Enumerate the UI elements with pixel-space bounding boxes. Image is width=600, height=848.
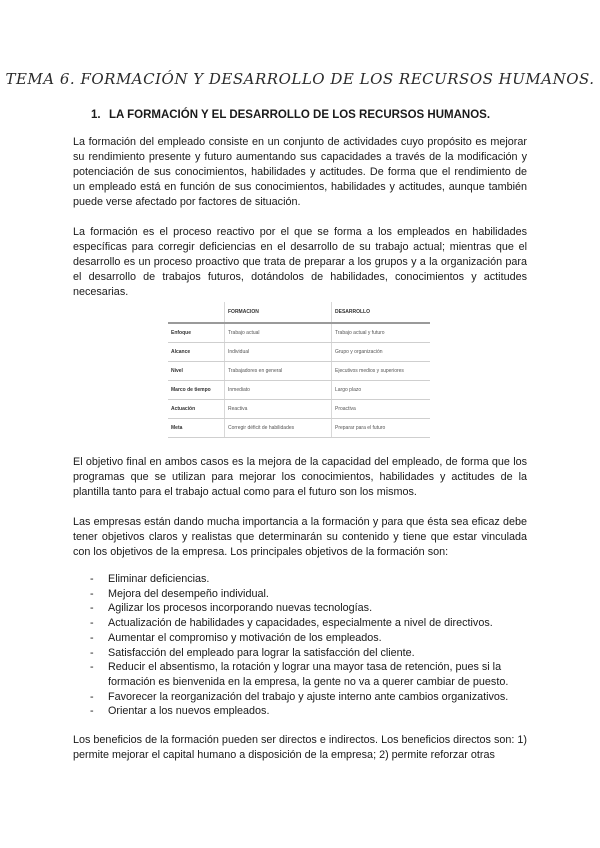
table-cell: Proactiva: [332, 400, 431, 419]
table-row-label: Meta: [168, 419, 225, 438]
section-heading: [91, 109, 490, 121]
paragraph: La formación es el proceso reactivo por el que se forma a los empleados en habilidades específicas para corregir deficiencias en el desarrollo de su trabajo actual; mientras que el desarrollo es un proceso proactivo que trata de preparar a los grupos y a la organización para el desarrollo de trabajos futuros, dotándolos de habilidades, conocimientos y actitudes necesarias.: [73, 226, 527, 298]
list-item: - Mejora del desempeño individual.: [90, 587, 530, 602]
table-cell: Preparar para el futuro: [332, 419, 431, 438]
table-row: [168, 419, 430, 438]
list-item: - Agilizar los procesos incorporando nuevas tecnologías.: [90, 601, 530, 616]
table-row-label: Actuación: [168, 400, 225, 419]
table-cell: Ejecutivos medios y superiores: [332, 362, 431, 381]
list-item: - Satisfacción del empleado para lograr la satisfacción del cliente.: [90, 646, 530, 661]
table-row-label: Enfoque: [168, 323, 225, 343]
table-row-label: Nivel: [168, 362, 225, 381]
table-header-row: [168, 302, 430, 323]
comparison-table: [168, 302, 430, 438]
list-item: - Eliminar deficiencias.: [90, 572, 530, 587]
table-cell: Largo plazo: [332, 381, 431, 400]
table-cell: Grupo y organización: [332, 343, 431, 362]
table-cell: Trabajadores en general: [225, 362, 332, 381]
document-title: TEMA 6. FORMACIÓN Y DESARROLLO DE LOS RECURSOS HUMANOS.: [5, 70, 595, 88]
table-cell: Reactiva: [225, 400, 332, 419]
table-row: [168, 323, 430, 343]
comparison-table-figure: [168, 302, 430, 434]
table-cell: Trabajo actual y futuro: [332, 323, 431, 343]
paragraph: Los beneficios de la formación pueden ser directos e indirectos. Los beneficios directos son: 1) permite mejorar el capital humano a disposición de la empresa; 2) permite reforzar otras: [73, 734, 527, 761]
table-row-label: Alcance: [168, 343, 225, 362]
list-item: - Favorecer la reorganización del trabajo y ajuste interno ante cambios organizativos.: [90, 690, 530, 705]
table-row-label: Marco de tiempo: [168, 381, 225, 400]
table-cell: Individual: [225, 343, 332, 362]
list-item: - Aumentar el compromiso y motivación de los empleados.: [90, 631, 530, 646]
list-item: - Orientar a los nuevos empleados.: [90, 704, 530, 719]
table-row: [168, 362, 430, 381]
objectives-list: [90, 572, 530, 719]
paragraph: La formación del empleado consiste en un conjunto de actividades cuyo propósito es mejorar su rendimiento presente y futuro aumentando sus capacidades a través de la modificación y potenciación de sus conocimientos, habilidades y actitudes. De forma que el rendimiento de un empleado está en función de sus conocimientos, habilidades y actitudes, aunque también puede verse afectado por factores de situación.: [73, 136, 527, 208]
table-row: [168, 400, 430, 419]
table-header-cell: [168, 302, 225, 323]
list-item: - Reducir el absentismo, la rotación y lograr una mayor tasa de retención, pues si la formación es bienvenida en la empresa, la gente no va a querer cambiar de puesto.: [90, 660, 530, 689]
table-cell: Corregir déficit de habilidades: [225, 419, 332, 438]
table-row: [168, 343, 430, 362]
section-number: 1.: [91, 109, 101, 121]
paragraph: Las empresas están dando mucha importancia a la formación y para que ésta sea eficaz debe tener objetivos claros y realistas que determinarán su contenido y tiene que estar vinculada con los objetivos de la empresa. Los principales objetivos de la formación son:: [73, 516, 527, 558]
table-row: [168, 381, 430, 400]
table-cell: Trabajo actual: [225, 323, 332, 343]
section-heading-text: LA FORMACIÓN Y EL DESARROLLO DE LOS RECURSOS HUMANOS.: [109, 109, 491, 121]
table-header-cell: DESARROLLO: [332, 302, 431, 323]
paragraph: El objetivo final en ambos casos es la mejora de la capacidad del empleado, de forma que los programas que se utilizan para mejorar los conocimientos, habilidades y actitudes de la plantilla tanto para el trabajo actual como para el futuro son los mismos.: [73, 456, 527, 498]
table-header-cell: FORMACION: [225, 302, 332, 323]
table-cell: Inmediato: [225, 381, 332, 400]
list-item: - Actualización de habilidades y capacidades, especialmente a nivel de directivos.: [90, 616, 530, 631]
